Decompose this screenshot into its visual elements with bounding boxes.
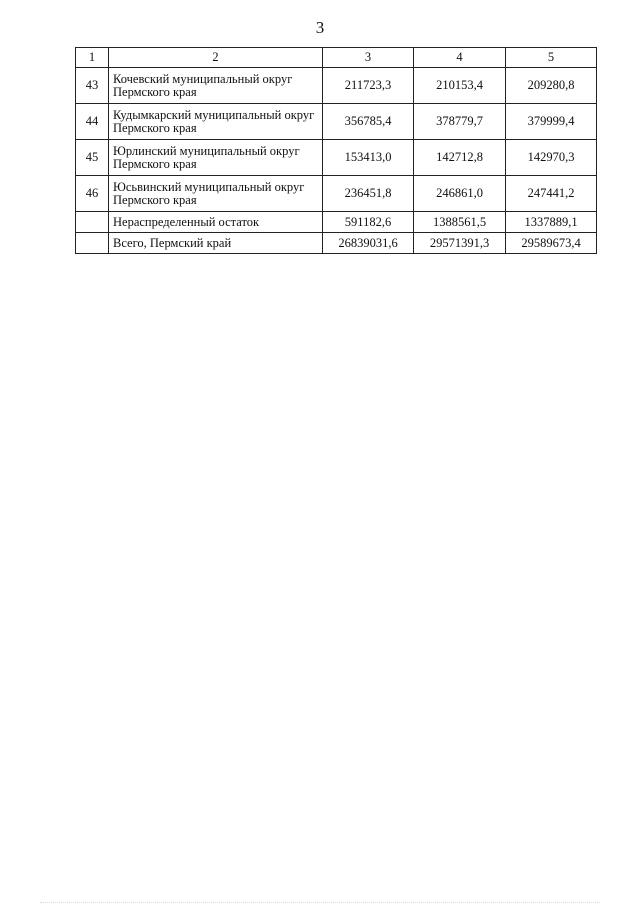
value-col-3: 26839031,6 bbox=[323, 233, 414, 254]
value-col-4: 1388561,5 bbox=[414, 212, 506, 233]
row-number: 44 bbox=[76, 104, 109, 140]
column-header: 1 bbox=[76, 48, 109, 68]
municipality-name: Кочевский муниципальный округ Пермского края bbox=[109, 68, 323, 104]
row-number: 45 bbox=[76, 140, 109, 176]
column-header: 2 bbox=[109, 48, 323, 68]
row-number bbox=[76, 233, 109, 254]
row-number bbox=[76, 212, 109, 233]
column-header: 4 bbox=[414, 48, 506, 68]
value-col-5: 142970,3 bbox=[506, 140, 597, 176]
value-col-5: 29589673,4 bbox=[506, 233, 597, 254]
table-header-row bbox=[76, 48, 597, 68]
value-col-5: 1337889,1 bbox=[506, 212, 597, 233]
scan-edge-line bbox=[40, 901, 600, 903]
table-row bbox=[76, 68, 597, 104]
row-number: 46 bbox=[76, 176, 109, 212]
value-col-4: 142712,8 bbox=[414, 140, 506, 176]
municipality-name: Юсьвинский муниципальный округ Пермского края bbox=[109, 176, 323, 212]
table-row bbox=[76, 104, 597, 140]
column-header: 3 bbox=[323, 48, 414, 68]
municipality-name: Кудымкарский муниципальный округ Пермского края bbox=[109, 104, 323, 140]
value-col-5: 379999,4 bbox=[506, 104, 597, 140]
table-row bbox=[76, 233, 597, 254]
value-col-3: 236451,8 bbox=[323, 176, 414, 212]
value-col-3: 211723,3 bbox=[323, 68, 414, 104]
value-col-5: 209280,8 bbox=[506, 68, 597, 104]
table-row bbox=[76, 212, 597, 233]
value-col-4: 378779,7 bbox=[414, 104, 506, 140]
table-row bbox=[76, 140, 597, 176]
undistributed-remainder-label: Нераспределенный остаток bbox=[109, 212, 323, 233]
column-header: 5 bbox=[506, 48, 597, 68]
total-label: Всего, Пермский край bbox=[109, 233, 323, 254]
row-number: 43 bbox=[76, 68, 109, 104]
value-col-4: 210153,4 bbox=[414, 68, 506, 104]
value-col-3: 153413,0 bbox=[323, 140, 414, 176]
budget-table bbox=[75, 47, 597, 254]
value-col-5: 247441,2 bbox=[506, 176, 597, 212]
municipality-name: Юрлинский муниципальный округ Пермского края bbox=[109, 140, 323, 176]
table-row bbox=[76, 176, 597, 212]
value-col-4: 246861,0 bbox=[414, 176, 506, 212]
value-col-3: 356785,4 bbox=[323, 104, 414, 140]
page-number: 3 bbox=[315, 18, 325, 37]
value-col-4: 29571391,3 bbox=[414, 233, 506, 254]
value-col-3: 591182,6 bbox=[323, 212, 414, 233]
